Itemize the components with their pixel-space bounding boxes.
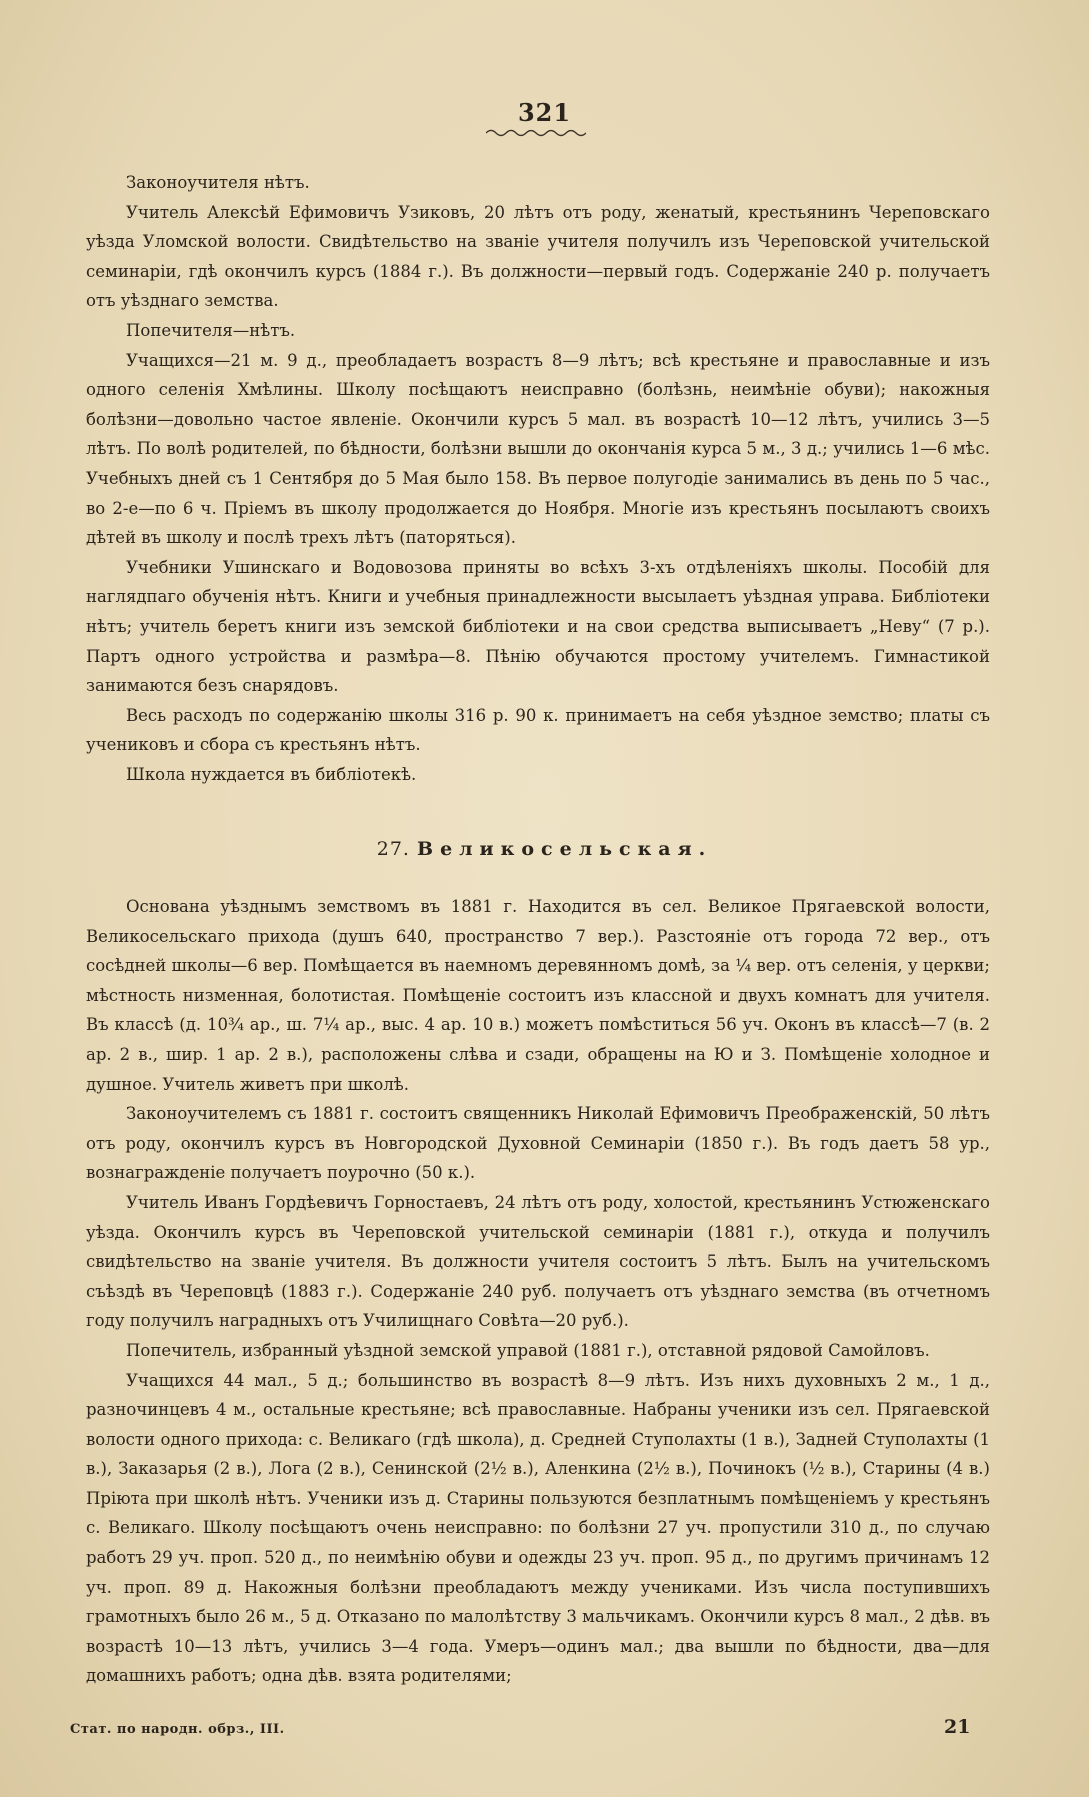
paragraph: Школа нуждается въ библіотекѣ. — [126, 764, 417, 784]
text-block-1 — [86, 168, 990, 789]
page-number: 321 — [517, 98, 572, 127]
section-heading — [0, 838, 1089, 860]
paragraph: Весь расходъ по содержанію школы 316 р. 90 к. принимаетъ на себя уѣздное земство; платы съ учениковъ и сбора съ крестьянъ нѣтъ. — [86, 705, 990, 755]
section-title: Великосельская. — [417, 838, 713, 860]
text-block-2 — [86, 892, 990, 1691]
footer-sheet-number: 21 — [944, 1716, 971, 1738]
paragraph: Учитель Иванъ Гордѣевичъ Горностаевъ, 24 лѣтъ отъ роду, холостой, крестьянинъ Устюженскаго уѣзда. Окончилъ курсъ въ Череповской учительской семинаріи (1881 г.), откуда и получилъ свидѣтельство на званіе учителя. Въ должности учителя состоитъ 5 лѣтъ. Былъ на учительскомъ съѣздѣ въ Череповцѣ (1883 г.). Содержаніе 240 руб. получаетъ отъ уѣзднаго земства (въ отчетномъ году получилъ наградныхъ отъ Училищнаго Совѣта—20 руб.). — [86, 1192, 990, 1331]
paragraph: Учитель Алексѣй Ефимовичъ Узиковъ, 20 лѣтъ отъ роду, женатый, крестьянинъ Череповскаго уѣзда Уломской волости. Свидѣтельство на званіе учителя получилъ изъ Череповской учительской семинаріи, гдѣ окончилъ курсъ (1884 г.). Въ должности—первый годъ. Содержаніе 240 р. получаетъ отъ уѣзднаго земства. — [86, 202, 990, 311]
paragraph: Попечитель, избранный уѣздной земской управой (1881 г.), отставной рядовой Самойловъ. — [126, 1340, 930, 1360]
paragraph: Попечителя—нѣтъ. — [126, 320, 296, 340]
paragraph: Законоучителемъ съ 1881 г. состоитъ священникъ Николай Ефимовичъ Преображенскій, 50 лѣтъ отъ роду, окончилъ курсъ въ Новгородской Духовной Семинаріи (1850 г.). Въ годъ даетъ 58 ур., вознагражденіе получаетъ поурочно (50 к.). — [86, 1104, 990, 1183]
footer-signature: Стат. по народн. обрз., III. — [70, 1722, 285, 1737]
paragraph: Основана уѣзднымъ земствомъ въ 1881 г. Находится въ сел. Великое Прягаевской волости, Великосельскаго прихода (душъ 640, пространство 7 вер.). Разстояніе отъ города 72 вер., отъ сосѣдней школы—6 вер. Помѣщается въ наемномъ деревянномъ домѣ, за ¼ вер. отъ селенія, у церкви; мѣстность низменная, болотистая. Помѣщеніе состоитъ изъ классной и двухъ комнатъ для учителя. Въ классѣ (д. 10¾ ар., ш. 7¼ ар., выс. 4 ар. 10 в.) можетъ помѣститься 56 уч. Оконъ въ классѣ—7 (в. 2 ар. 2 в., шир. 1 ар. 2 в.), расположены слѣва и сзади, обращены на Ю и З. Помѣщеніе холодное и душное. Учитель живетъ при школѣ. — [86, 897, 990, 1094]
paragraph: Законоучителя нѣтъ. — [126, 173, 310, 192]
paragraph: Учащихся—21 м. 9 д., преобладаетъ возрастъ 8—9 лѣтъ; всѣ крестьяне и православные и изъ одного селенія Хмѣлины. Школу посѣщаютъ неисправно (болѣзнь, неимѣніе обуви); накожныя болѣзни—довольно частое явленіе. Окончили курсъ 5 мал. въ возрастѣ 10—12 лѣтъ, учились 3—5 лѣтъ. По волѣ родителей, по бѣдности, болѣзни вышли до окончанія курса 5 м., 3 д.; учились 1—6 мѣс. Учебныхъ дней съ 1 Сентября до 5 Мая было 158. Въ первое полугодіе занимались въ день по 5 час., во 2-е—по 6 ч. Пріемъ въ школу продолжается до Ноября. Многіе изъ крестьянъ посылаютъ своихъ дѣтей въ школу и послѣ трехъ лѣтъ (паторяться). — [86, 350, 990, 548]
section-number: 27. — [376, 838, 410, 860]
paragraph: Учащихся 44 мал., 5 д.; большинство въ возрастѣ 8—9 лѣтъ. Изъ нихъ духовныхъ 2 м., 1 д., разночинцевъ 4 м., остальные крестьяне; всѣ православные. Набраны ученики изъ сел. Прягаевской волости одного прихода: с. Великаго (гдѣ школа), д. Средней Ступолахты (1 в.), Задней Ступолахты (1 в.), Заказарья (2 в.), Лога (2 в.), Сенинской (2½ в.), Аленкина (2½ в.), Починокъ (½ в.), Старины (4 в.) Пріюта при школѣ нѣтъ. Ученики изъ д. Старины пользуются безплатнымъ помѣщеніемъ у крестьянъ с. Великаго. Школу посѣщаютъ очень неисправно: по болѣзни 27 уч. пропустили 310 д., по случаю работъ 29 уч. проп. 520 д., по неимѣнію обуви и одежды 23 уч. проп. 95 д., по другимъ причинамъ 12 уч. проп. 89 д. Накожныя болѣзни преобладаютъ между учениками. Изъ числа поступившихъ грамотныхъ было 26 м., 5 д. Отказано по малолѣтству 3 мальчикамъ. Окончили курсъ 8 мал., 2 дѣв. въ возрастѣ 10—13 лѣтъ, учились 3—4 года. Умеръ—одинъ мал.; два вышли по бѣдности, два—для домашнихъ работъ; одна дѣв. взята родителями; — [86, 1370, 990, 1686]
wavy-ornament — [486, 128, 586, 138]
paragraph: Учебники Ушинскаго и Водовозова приняты во всѣхъ 3-хъ отдѣленіяхъ школы. Пособій для наглядпаго обученія нѣтъ. Книги и учебныя принадлежности высылаетъ уѣздная управа. Библіотеки нѣтъ; учитель беретъ книги изъ земской библіотеки и на свои средства выписываетъ „Неву“ (7 р.). Партъ одного устройства и размѣра—8. Пѣнію обучаются простому учителемъ. Гимнастикой занимаются безъ снарядовъ. — [86, 557, 990, 696]
